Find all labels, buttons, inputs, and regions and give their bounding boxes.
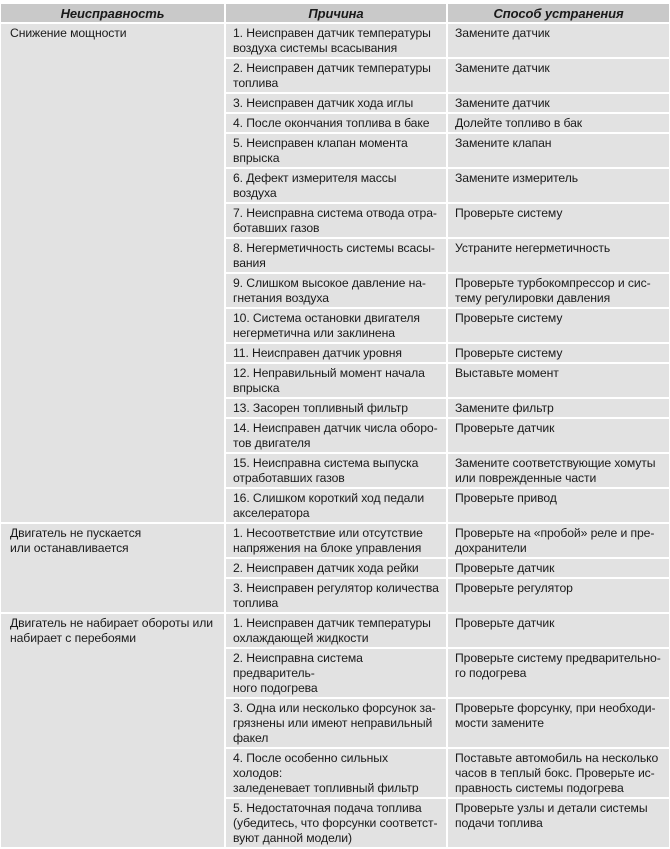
text-line: заледеневает топливный фильтр <box>233 781 419 795</box>
text-line: отработавших газов <box>233 471 345 485</box>
text-line: (убедитесь, что форсунки соответст- <box>233 816 438 830</box>
remedy-cell <box>447 398 669 418</box>
text-line: ного подогрева <box>233 681 318 695</box>
text-line: вуют данной модели) <box>233 831 352 845</box>
text-line: дохранители <box>455 541 527 555</box>
text-line: Выставьте момент <box>455 366 559 380</box>
text-line: Замените датчик <box>455 26 550 40</box>
cause-cell <box>225 113 447 133</box>
cause-cell <box>225 523 447 558</box>
cause-cell <box>225 308 447 343</box>
text-line: Проверьте систему <box>455 311 563 325</box>
cause-cell <box>225 453 447 488</box>
remedy-cell <box>447 308 669 343</box>
text-line: часов в теплый бокс. Проверьте ис- <box>455 766 655 780</box>
text-line: 12. Неправильный момент начала <box>233 366 425 380</box>
text-line: 3. Неисправен регулятор количества <box>233 581 439 595</box>
text-line: 3. Неисправен датчик хода иглы <box>233 96 414 110</box>
header-fault: Неисправность <box>1 4 225 23</box>
cause-cell <box>225 558 447 578</box>
text-line: Замените измеритель <box>455 171 578 185</box>
remedy-cell <box>447 168 669 203</box>
cause-cell <box>225 398 447 418</box>
cause-cell <box>225 648 447 698</box>
cause-cell <box>225 698 447 748</box>
remedy-cell <box>447 238 669 273</box>
text-line: Долейте топливо в бак <box>455 116 583 130</box>
text-line: мости замените <box>455 716 544 730</box>
text-line: топлива <box>233 76 279 90</box>
cause-cell <box>225 798 447 848</box>
cause-cell <box>225 488 447 523</box>
text-line: 1. Несоответствие или отсутствие <box>233 526 423 540</box>
text-line: Проверьте на «пробой» реле и пре- <box>455 526 655 540</box>
text-line: 3. Одна или несколько форсунок за- <box>233 701 436 715</box>
table-row <box>1 523 669 558</box>
text-line: топлива <box>233 596 279 610</box>
text-line: 2. Неисправен датчик температуры <box>233 61 431 75</box>
table-body <box>1 23 669 848</box>
table-row <box>1 613 669 648</box>
text-line: Проверьте привод <box>455 491 557 505</box>
text-line: набирает с перебоями <box>10 631 137 645</box>
fault-cell <box>1 523 225 613</box>
text-line: негерметична или заклинена <box>233 326 395 340</box>
text-line: Проверьте узлы и детали системы <box>455 801 648 815</box>
text-line: Проверьте датчик <box>455 616 555 630</box>
text-line: Замените клапан <box>455 136 552 150</box>
text-line: ботавших газов <box>233 221 320 235</box>
text-line: 2. Неисправен датчик хода рейки <box>233 561 419 575</box>
remedy-cell <box>447 648 669 698</box>
remedy-cell <box>447 203 669 238</box>
text-line: напряжения на блоке управления <box>233 541 422 555</box>
text-line: тему регулировки давления <box>455 291 611 305</box>
remedy-cell <box>447 488 669 523</box>
remedy-cell <box>447 613 669 648</box>
cause-cell <box>225 273 447 308</box>
remedy-cell <box>447 523 669 558</box>
fault-cell <box>1 613 225 848</box>
text-line: Замените соответствующие хомуты <box>455 456 656 470</box>
remedy-cell <box>447 698 669 748</box>
text-line: вания <box>233 256 266 270</box>
cause-cell <box>225 203 447 238</box>
text-line: 1. Неисправен датчик температуры <box>233 26 431 40</box>
fault-cell <box>1 23 225 523</box>
cause-cell <box>225 238 447 273</box>
text-line: факел <box>233 731 269 745</box>
cause-cell <box>225 93 447 113</box>
text-line: го подогрева <box>455 666 527 680</box>
text-line: 14. Неисправен датчик числа оборо- <box>233 421 438 435</box>
text-line: воздуха системы всасывания <box>233 41 398 55</box>
cause-cell <box>225 363 447 398</box>
text-line: Проверьте датчик <box>455 561 555 575</box>
text-line: Проверьте систему предварительно- <box>455 651 661 665</box>
cause-cell <box>225 58 447 93</box>
remedy-cell <box>447 418 669 453</box>
text-line: Поставьте автомобиль на несколько <box>455 751 659 765</box>
text-line: 1. Неисправен датчик температуры <box>233 616 431 630</box>
text-line: 11. Неисправен датчик уровня <box>233 346 402 360</box>
text-line: гнетания воздуха <box>233 291 329 305</box>
cause-cell <box>225 613 447 648</box>
text-line: Двигатель не пускается <box>10 526 142 540</box>
text-line: правность системы подогрева <box>455 781 624 795</box>
troubleshooting-table <box>1 4 669 849</box>
cause-cell <box>225 748 447 798</box>
text-line: 10. Система остановки двигателя <box>233 311 420 325</box>
remedy-cell <box>447 578 669 613</box>
text-line: грязнены или имеют неправильный <box>233 716 433 730</box>
text-line: Замените фильтр <box>455 401 554 415</box>
cause-cell <box>225 23 447 58</box>
text-line: 8. Негерметичность системы всасы- <box>233 241 435 255</box>
text-line: Проверьте турбокомпрессор и сис- <box>455 276 651 290</box>
text-line: Проверьте систему <box>455 206 563 220</box>
table-row <box>1 23 669 58</box>
remedy-cell <box>447 748 669 798</box>
text-line: 6. Дефект измерителя массы воздуха <box>233 171 397 200</box>
cause-cell <box>225 343 447 363</box>
remedy-cell <box>447 273 669 308</box>
header-remedy: Способ устранения <box>447 4 669 23</box>
header-cause: Причина <box>225 4 447 23</box>
text-line: впрыска <box>233 151 280 165</box>
text-line: 5. Недостаточная подача топлива <box>233 801 422 815</box>
remedy-cell <box>447 133 669 168</box>
text-line: 9. Слишком высокое давление на- <box>233 276 426 290</box>
text-line: 2. Неисправна система предваритель- <box>233 651 363 680</box>
text-line: 5. Неисправен клапан момента <box>233 136 408 150</box>
cause-cell <box>225 418 447 453</box>
remedy-cell <box>447 93 669 113</box>
remedy-cell <box>447 23 669 58</box>
text-line: Замените датчик <box>455 61 550 75</box>
text-line: 15. Неисправна система выпуска <box>233 456 419 470</box>
text-line: Проверьте регулятор <box>455 581 573 595</box>
text-line: или поврежденные части <box>455 471 597 485</box>
text-line: 16. Слишком короткий ход педали <box>233 491 425 505</box>
text-line: 4. После окончания топлива в баке <box>233 116 430 130</box>
text-line: или останавливается <box>10 541 129 555</box>
text-line: Снижение мощности <box>10 26 127 40</box>
text-line: акселератора <box>233 506 310 520</box>
remedy-cell <box>447 798 669 848</box>
cause-cell <box>225 578 447 613</box>
remedy-cell <box>447 58 669 93</box>
text-line: тов двигателя <box>233 436 311 450</box>
text-line: охлаждающей жидкости <box>233 631 369 645</box>
text-line: Проверьте систему <box>455 346 563 360</box>
remedy-cell <box>447 363 669 398</box>
cause-cell <box>225 168 447 203</box>
remedy-cell <box>447 343 669 363</box>
text-line: 4. После особенно сильных холодов: <box>233 751 388 780</box>
remedy-cell <box>447 453 669 488</box>
text-line: Замените датчик <box>455 96 550 110</box>
text-line: Устраните негерметичность <box>455 241 611 255</box>
header-row <box>1 4 669 23</box>
remedy-cell <box>447 558 669 578</box>
cause-cell <box>225 133 447 168</box>
text-line: Проверьте датчик <box>455 421 555 435</box>
remedy-cell <box>447 113 669 133</box>
text-line: впрыска <box>233 381 280 395</box>
text-line: 13. Засорен топливный фильтр <box>233 401 408 415</box>
text-line: Проверьте форсунку, при необходи- <box>455 701 656 715</box>
text-line: Двигатель не набирает обороты или <box>10 616 213 630</box>
text-line: 7. Неисправна система отвода отра- <box>233 206 437 220</box>
text-line: подачи топлива <box>455 816 543 830</box>
